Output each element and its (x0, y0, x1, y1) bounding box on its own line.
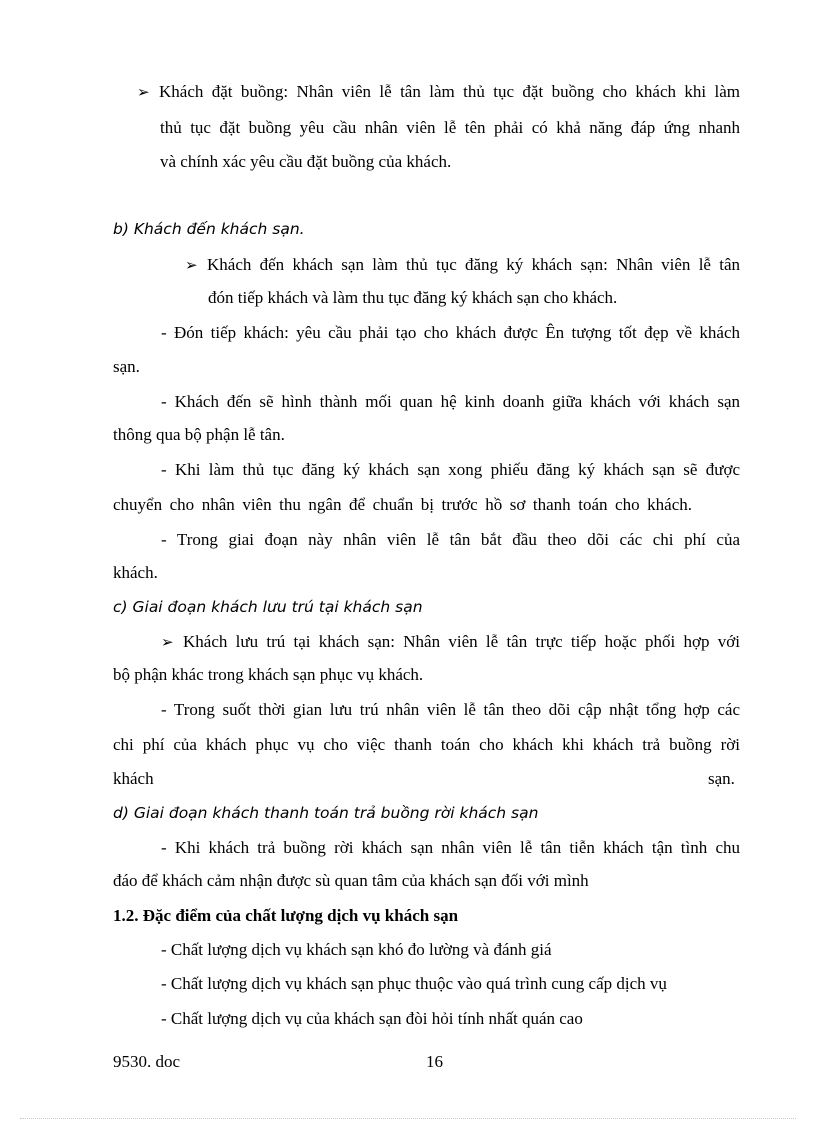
text-line-8: sạn. (113, 357, 140, 376)
text-line-20-right: sạn. (708, 769, 735, 788)
text-line-7: - Đón tiếp khách: yêu cầu phải tạo cho khách được Ên tượng tốt đẹp về khách (161, 323, 740, 342)
text-line-22: - Khi khách trả buồng rời khách sạn nhân viên lễ tân tiễn khách tận tình chu (161, 838, 740, 857)
text-line-25: - Chất lượng dịch vụ khách sạn khó đo lường và đánh giá (161, 940, 552, 959)
text-line-10: thông qua bộ phận lễ tân. (113, 425, 285, 444)
bullet-line-c: ➢ Khách lưu trú tại khách sạn: Nhân viên lễ tân trực tiếp hoặc phối hợp với (161, 632, 740, 651)
text-line-19: chi phí của khách phục vụ cho việc thanh toán cho khách khi khách trả buồng rời (113, 735, 740, 754)
text-line-20-left: khách (113, 769, 154, 788)
page-number: 16 (426, 1052, 443, 1071)
text-line-13: - Trong giai đoạn này nhân viên lễ tân bắt đầu theo dõi các chi phí của (161, 530, 740, 549)
footer-filename: 9530. doc (113, 1052, 181, 1071)
text-line-2: thủ tục đặt buồng yêu cầu nhân viên lễ tên phải có khả năng đáp ứng nhanh (160, 118, 740, 137)
text-line-27: - Chất lượng dịch vụ của khách sạn đòi hỏi tính nhất quán cao (161, 1009, 583, 1028)
text-line-12: chuyển cho nhân viên thu ngân để chuẩn bị trước hồ sơ thanh toán cho khách. (113, 495, 692, 514)
page-edge-divider (20, 1118, 796, 1119)
text-line-23: đáo để khách cảm nhận được sù quan tâm của khách sạn đối với mình (113, 871, 589, 890)
section-heading-b: b) Khách đến khách sạn. (113, 220, 305, 238)
section-heading-c: c) Giai đoạn khách lưu trú tại khách sạn (113, 598, 423, 616)
arrow-bullet-icon: ➢ (161, 633, 174, 651)
section-heading-d: d) Giai đoạn khách thanh toán trả buồng rời khách sạn (113, 804, 539, 822)
section-heading-1-2: 1.2. Đặc điểm của chất lượng dịch vụ khách sạn (113, 906, 459, 925)
bullet-line-b: ➢ Khách đến khách sạn làm thủ tục đăng ký khách sạn: Nhân viên lễ tân (185, 255, 740, 274)
arrow-bullet-icon: ➢ (185, 256, 198, 274)
text-line-6: đón tiếp khách và làm thu tục đăng ký khách sạn cho khách. (208, 288, 618, 307)
bullet-line-1: ➢ Khách đặt buồng: Nhân viên lễ tân làm thủ tục đặt buồng cho khách khi làm (137, 82, 740, 101)
text-line-26: - Chất lượng dịch vụ khách sạn phục thuộc vào quá trình cung cấp dịch vụ (161, 974, 667, 993)
text-line-3: và chính xác yêu cầu đặt buồng của khách. (160, 152, 452, 171)
text-line-11: - Khi làm thủ tục đăng ký khách sạn xong phiếu đăng ký khách sạn sẽ được (161, 460, 740, 479)
text-line-18: - Trong suốt thời gian lưu trú nhân viên lễ tân theo dõi cập nhật tổng hợp các (161, 700, 740, 719)
text-line-17: bộ phận khác trong khách sạn phục vụ khách. (113, 665, 424, 684)
text-line-14: khách. (113, 563, 158, 582)
text-line-9: - Khách đến sẽ hình thành mối quan hệ kinh doanh giữa khách với khách sạn (161, 392, 740, 411)
arrow-bullet-icon: ➢ (137, 83, 150, 101)
